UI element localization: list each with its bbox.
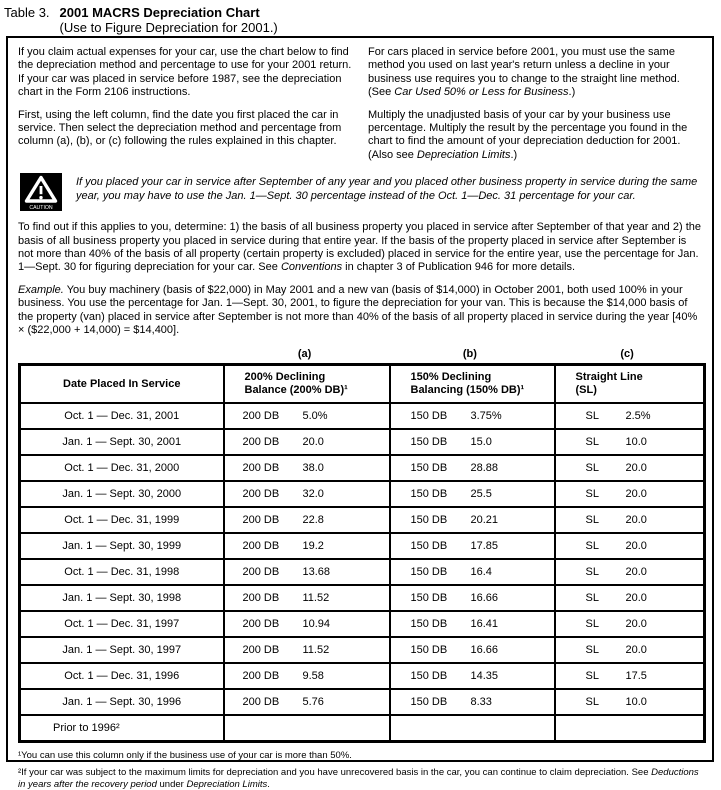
col-200db-cell (224, 429, 390, 455)
value-150db: 8.33 (471, 696, 492, 708)
value-200db: 9.58 (303, 670, 324, 682)
caution-icon-label: CAUTION (29, 205, 53, 211)
method-200db: 200 DB (243, 514, 303, 526)
header-line: Balance (200% DB)¹ (245, 384, 388, 397)
value-200db: 5.0% (303, 410, 328, 422)
value-150db: 14.35 (471, 670, 499, 682)
method-200db: 200 DB (243, 566, 303, 578)
col-150db-cell (390, 481, 555, 507)
col-200db-cell (224, 559, 390, 585)
value-sl: 10.0 (626, 696, 647, 708)
method-150db: 150 DB (411, 566, 471, 578)
value-sl: 20.0 (626, 540, 647, 552)
value-sl: 10.0 (626, 436, 647, 448)
col-sl-cell (555, 611, 705, 637)
date-placed-cell: Jan. 1 — Sept. 30, 2000 (20, 481, 224, 507)
value-150db: 17.85 (471, 540, 499, 552)
macrs-table-body (20, 403, 705, 742)
table-row (20, 689, 705, 715)
paragraph: For cars placed in service before 2001, you must use the same method you used on last year's return unless a decline in your business use requires you to change to the straight line method. (See Car Used 50% or Less for Business.) (368, 46, 702, 100)
value-200db: 19.2 (303, 540, 324, 552)
method-sl: SL (586, 592, 626, 604)
value-200db: 20.0 (303, 436, 324, 448)
intro-left-column (18, 46, 352, 171)
date-placed-cell: Prior to 1996² (20, 715, 224, 742)
col-sl-cell (555, 663, 705, 689)
date-placed-cell: Oct. 1 — Dec. 31, 2000 (20, 455, 224, 481)
method-150db: 150 DB (411, 462, 471, 474)
method-200db: 200 DB (243, 592, 303, 604)
header-line: 200% Declining (245, 371, 388, 384)
column-group-label-a: (a) (222, 348, 388, 361)
table-row (20, 429, 705, 455)
date-placed-cell: Oct. 1 — Dec. 31, 1997 (20, 611, 224, 637)
method-150db: 150 DB (411, 696, 471, 708)
method-sl: SL (586, 566, 626, 578)
header-150-declining-balance (390, 364, 555, 403)
table-row (20, 637, 705, 663)
col-200db-cell (224, 455, 390, 481)
header-straight-line (555, 364, 705, 403)
date-placed-cell: Jan. 1 — Sept. 30, 1999 (20, 533, 224, 559)
method-150db: 150 DB (411, 592, 471, 604)
col-sl-cell (555, 689, 705, 715)
value-200db: 22.8 (303, 514, 324, 526)
date-placed-cell: Oct. 1 — Dec. 31, 2001 (20, 403, 224, 429)
method-200db: 200 DB (243, 410, 303, 422)
date-placed-cell: Jan. 1 — Sept. 30, 1997 (20, 637, 224, 663)
method-sl: SL (586, 644, 626, 656)
method-sl: SL (586, 462, 626, 474)
value-150db: 16.4 (471, 566, 492, 578)
method-200db: 200 DB (243, 488, 303, 500)
col-150db-cell (390, 533, 555, 559)
col-sl-cell (555, 715, 705, 742)
col-200db-cell (224, 637, 390, 663)
col-sl-cell (555, 637, 705, 663)
method-sl: SL (586, 410, 626, 422)
method-150db: 150 DB (411, 644, 471, 656)
method-sl: SL (586, 488, 626, 500)
col-200db-cell (224, 585, 390, 611)
method-150db: 150 DB (411, 540, 471, 552)
header-line: Balancing (150% DB)¹ (411, 384, 553, 397)
value-150db: 25.5 (471, 488, 492, 500)
paragraph: If you claim actual expenses for your car, use the chart below to find the depreciation method and percentage to use for your 2001 return. If your car was placed in service before 1987, see the depreciation chart in the Form 2106 instructions. (18, 46, 352, 100)
col-150db-cell (390, 689, 555, 715)
column-group-spacer (18, 348, 222, 361)
method-sl: SL (586, 696, 626, 708)
value-sl: 20.0 (626, 488, 647, 500)
table-row (20, 559, 705, 585)
method-sl: SL (586, 540, 626, 552)
header-line: Straight Line (576, 371, 703, 384)
table-row (20, 533, 705, 559)
table-row (20, 507, 705, 533)
page-header (0, 0, 721, 35)
value-sl: 20.0 (626, 514, 647, 526)
col-sl-cell (555, 585, 705, 611)
intro-right-column (368, 46, 702, 171)
method-150db: 150 DB (411, 514, 471, 526)
col-200db-cell (224, 611, 390, 637)
col-200db-cell (224, 689, 390, 715)
method-150db: 150 DB (411, 618, 471, 630)
page-subtitle: (Use to Figure Depreciation for 2001.) (60, 20, 278, 35)
table-label: Table 3. (4, 5, 50, 35)
value-sl: 17.5 (626, 670, 647, 682)
caution-icon (20, 173, 62, 211)
value-200db: 5.76 (303, 696, 324, 708)
content-box (6, 36, 714, 762)
col-sl-cell (555, 533, 705, 559)
paragraph-find-out: To find out if this applies to you, determine: 1) the basis of all business property you placed in service after September of that year and 2) the basis of all business property you placed in service during that entire year. If the basis of the property placed in service after September is not more than 40% of the basis of all property (certain property is excluded) placed in service for the entire year, use the percentage for Jan. 1—Sept. 30 for figuring depreciation for your car. See Conventions in chapter 3 of Publication 946 for more details. (18, 221, 702, 275)
macrs-depreciation-table (18, 363, 706, 743)
method-150db: 150 DB (411, 488, 471, 500)
value-200db: 38.0 (303, 462, 324, 474)
col-150db-cell (390, 663, 555, 689)
caution-text: If you placed your car in service after September of any year and you placed other business property in service during the same year, you may have to use the Jan. 1—Sept. 30 percentage instead of the Oct. 1—Dec. 31 percentage for your car. (76, 173, 702, 203)
method-200db: 200 DB (243, 436, 303, 448)
col-sl-cell (555, 481, 705, 507)
method-sl: SL (586, 670, 626, 682)
table-row (20, 663, 705, 689)
table-row (20, 455, 705, 481)
table-row (20, 611, 705, 637)
method-150db: 150 DB (411, 670, 471, 682)
value-sl: 20.0 (626, 592, 647, 604)
value-sl: 20.0 (626, 566, 647, 578)
col-150db-cell (390, 637, 555, 663)
page-title-block (60, 5, 278, 35)
col-150db-cell (390, 429, 555, 455)
header-date-placed-in-service: Date Placed In Service (20, 364, 224, 403)
method-200db: 200 DB (243, 540, 303, 552)
date-placed-cell: Jan. 1 — Sept. 30, 2001 (20, 429, 224, 455)
footnote-2: ²If your car was subject to the maximum limits for depreciation and you have unrecovered basis in the car, you can continue to claim depreciation. See Deductions in years after the recovery period under Depreciation Limits. (18, 767, 702, 790)
table-row (20, 403, 705, 429)
col-200db-cell (224, 403, 390, 429)
col-150db-cell (390, 455, 555, 481)
value-sl: 20.0 (626, 644, 647, 656)
col-sl-cell (555, 507, 705, 533)
col-sl-cell (555, 455, 705, 481)
header-line: (SL) (576, 384, 703, 397)
value-sl: 20.0 (626, 462, 647, 474)
column-group-label-b: (b) (387, 348, 552, 361)
value-150db: 16.66 (471, 644, 499, 656)
date-placed-cell: Oct. 1 — Dec. 31, 1996 (20, 663, 224, 689)
table-row (20, 481, 705, 507)
caution-note (20, 173, 702, 211)
col-150db-cell (390, 611, 555, 637)
intro-section (18, 46, 702, 171)
method-sl: SL (586, 618, 626, 630)
table-row (20, 585, 705, 611)
method-150db: 150 DB (411, 410, 471, 422)
col-sl-cell (555, 559, 705, 585)
value-200db: 11.52 (303, 592, 330, 604)
col-150db-cell (390, 559, 555, 585)
value-150db: 20.21 (471, 514, 499, 526)
method-200db: 200 DB (243, 696, 303, 708)
table-row (20, 715, 705, 742)
date-placed-cell: Jan. 1 — Sept. 30, 1996 (20, 689, 224, 715)
column-group-labels (18, 348, 702, 361)
value-150db: 16.41 (471, 618, 499, 630)
col-150db-cell (390, 715, 555, 742)
method-200db: 200 DB (243, 670, 303, 682)
header-200-declining-balance (224, 364, 390, 403)
footnotes (18, 750, 702, 790)
value-150db: 16.66 (471, 592, 499, 604)
paragraph-example: Example. You buy machinery (basis of $22,000) in May 2001 and a new van (basis of $14,000) in October 2001, both used 100% in your business. You use the percentage for Jan. 1—Sept. 30, 2001, to figure the depreciation for your van. This is because the $14,000 basis of the property (van) placed in service after September is not more than 40% of the basis of all property placed in service during the year [40% × ($22,000 + 14,000) = $14,400]. (18, 284, 702, 338)
value-200db: 13.68 (303, 566, 331, 578)
paragraph: First, using the left column, find the date you first placed the car in service. Then select the depreciation method and percentage from column (a), (b), or (c) following the rules explained in this chapter. (18, 109, 352, 149)
header-line: 150% Declining (411, 371, 553, 384)
date-placed-cell: Oct. 1 — Dec. 31, 1999 (20, 507, 224, 533)
col-150db-cell (390, 585, 555, 611)
method-200db: 200 DB (243, 644, 303, 656)
col-200db-cell (224, 481, 390, 507)
value-150db: 15.0 (471, 436, 492, 448)
method-150db: 150 DB (411, 436, 471, 448)
value-200db: 11.52 (303, 644, 330, 656)
method-sl: SL (586, 436, 626, 448)
value-150db: 3.75% (471, 410, 502, 422)
paragraph: Multiply the unadjusted basis of your car by your business use percentage. Multiply the result by the percentage you found in the chart to find the amount of your depreciation deduction for 2001. (Also see Depreciation Limits.) (368, 109, 702, 163)
value-sl: 2.5% (626, 410, 651, 422)
value-200db: 10.94 (303, 618, 331, 630)
footnote-1: ¹You can use this column only if the business use of your car is more than 50%. (18, 750, 702, 762)
column-group-label-c: (c) (552, 348, 702, 361)
col-200db-cell (224, 533, 390, 559)
col-200db-cell (224, 507, 390, 533)
value-200db: 32.0 (303, 488, 324, 500)
col-sl-cell (555, 429, 705, 455)
date-placed-cell: Oct. 1 — Dec. 31, 1998 (20, 559, 224, 585)
col-sl-cell (555, 403, 705, 429)
method-sl: SL (586, 514, 626, 526)
col-200db-cell (224, 663, 390, 689)
method-200db: 200 DB (243, 462, 303, 474)
method-200db: 200 DB (243, 618, 303, 630)
date-placed-cell: Jan. 1 — Sept. 30, 1998 (20, 585, 224, 611)
page-title: 2001 MACRS Depreciation Chart (60, 5, 260, 20)
value-sl: 20.0 (626, 618, 647, 630)
col-200db-cell (224, 715, 390, 742)
col-150db-cell (390, 403, 555, 429)
table-header-row (20, 364, 705, 403)
value-150db: 28.88 (471, 462, 499, 474)
col-150db-cell (390, 507, 555, 533)
